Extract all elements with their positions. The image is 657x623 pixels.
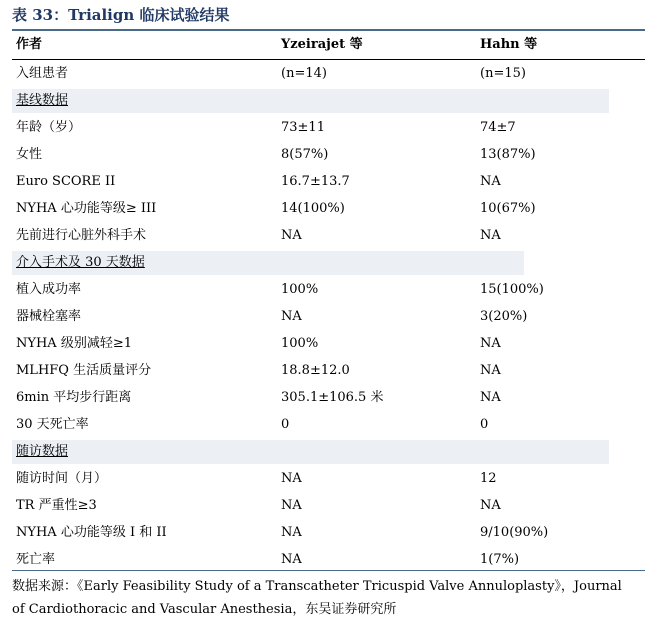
table-row	[12, 60, 645, 87]
table-row	[12, 546, 645, 573]
row-label: 植入成功率	[16, 282, 82, 297]
section-row	[12, 87, 645, 114]
cell-value: NA	[480, 363, 501, 378]
cell-value: (n=14)	[281, 66, 327, 81]
row-label: MLHFQ 生活质量评分	[16, 363, 152, 378]
table-row	[12, 330, 645, 357]
source-note	[12, 575, 645, 621]
table-row	[12, 222, 645, 249]
row-label: 死亡率	[16, 552, 56, 567]
cell-value: NA	[281, 471, 302, 486]
table-row	[12, 114, 645, 141]
section-shading	[12, 440, 609, 464]
cell-value: 3(20%)	[480, 309, 528, 324]
table-title: 表 33：Trialign 临床试验结果	[12, 6, 230, 24]
row-label: NYHA 心功能等级≥ III	[16, 201, 157, 216]
table-row	[12, 303, 645, 330]
row-label: 基线数据	[16, 93, 69, 108]
table-row	[12, 492, 645, 519]
row-label: NYHA 心功能等级 I 和 II	[16, 525, 167, 540]
bottom-rule	[12, 570, 645, 571]
table-row	[12, 411, 645, 438]
table-row	[12, 357, 645, 384]
cell-value: 18.8±12.0	[281, 363, 350, 378]
cell-value: 100%	[281, 282, 319, 297]
cell-value: (n=15)	[480, 66, 526, 81]
row-label: 先前进行心脏外科手术	[16, 228, 147, 243]
cell-value: NA	[480, 390, 501, 405]
row-label: 入组患者	[16, 66, 69, 81]
row-label: 介入手术及 30 天数据	[16, 255, 145, 270]
cell-value: 100%	[281, 336, 319, 351]
cell-value: 0	[281, 417, 290, 432]
source-line-1: 数据来源：《Early Feasibility Study of a Transcatheter Tricuspid Valve Annuloplasty》，Journal	[12, 579, 622, 594]
cell-value: 12	[480, 471, 497, 486]
cell-value: 74±7	[480, 120, 516, 135]
table-row	[12, 519, 645, 546]
header-author: 作者	[16, 37, 43, 52]
table-row	[12, 168, 645, 195]
cell-value: NA	[281, 498, 302, 513]
table-row	[12, 141, 645, 168]
row-label: 器械栓塞率	[16, 309, 82, 324]
cell-value: NA	[480, 336, 501, 351]
cell-value: 13(87%)	[480, 147, 536, 162]
data-table	[12, 31, 645, 573]
cell-value: 73±11	[281, 120, 325, 135]
cell-value: NA	[281, 228, 302, 243]
row-label: 随访时间（月）	[16, 471, 108, 486]
row-label: Euro SCORE II	[16, 174, 116, 189]
cell-value: 14(100%)	[281, 201, 345, 216]
table-row	[12, 384, 645, 411]
section-row	[12, 249, 645, 276]
row-label: 30 天死亡率	[16, 417, 89, 432]
cell-value: 8(57%)	[281, 147, 329, 162]
row-label: 随访数据	[16, 444, 69, 459]
table-row	[12, 195, 645, 222]
header-yzeiraj: Yzeirajet 等	[281, 37, 363, 52]
cell-value: 0	[480, 417, 489, 432]
row-label: 女性	[16, 147, 43, 162]
cell-value: NA	[281, 552, 302, 567]
cell-value: 1(7%)	[480, 552, 520, 567]
cell-value: 9/10(90%)	[480, 525, 549, 540]
table-row	[12, 465, 645, 492]
cell-value: 16.7±13.7	[281, 174, 350, 189]
row-label: 年龄（岁）	[16, 120, 82, 135]
header-hahn: Hahn 等	[480, 37, 538, 52]
cell-value: 15(100%)	[480, 282, 544, 297]
source-line-2: of Cardiothoracic and Vascular Anesthesia，东吴证券研究所	[12, 602, 397, 617]
row-label: NYHA 级别减轻≥1	[16, 336, 132, 351]
table-header-row	[12, 31, 645, 60]
section-row	[12, 438, 645, 465]
cell-value: 10(67%)	[480, 201, 536, 216]
cell-value: NA	[281, 309, 302, 324]
cell-value: 305.1±106.5 米	[281, 390, 384, 405]
section-shading	[12, 89, 609, 113]
cell-value: NA	[480, 498, 501, 513]
cell-value: NA	[480, 174, 501, 189]
row-label: 6min 平均步行距离	[16, 390, 132, 405]
cell-value: NA	[281, 525, 302, 540]
row-label: TR 严重性≥3	[16, 498, 97, 513]
table-row	[12, 276, 645, 303]
cell-value: NA	[480, 228, 501, 243]
